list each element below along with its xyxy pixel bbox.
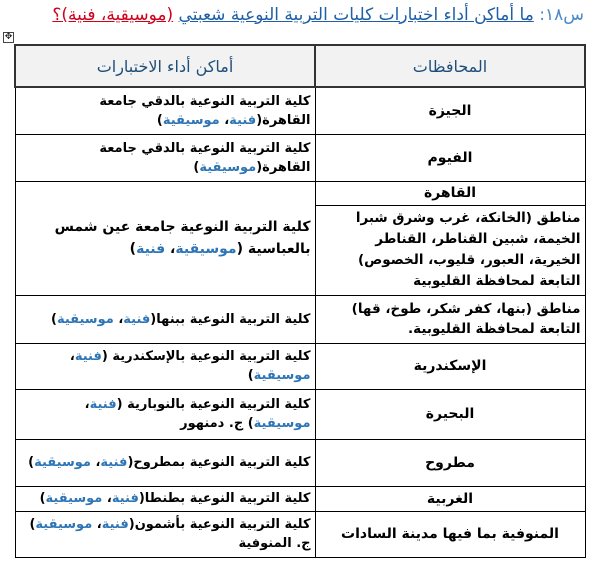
specialty-1: موسيقية: [175, 241, 237, 257]
specialty-1: فنية: [123, 311, 151, 327]
college-name: كلية التربية النوعية بالإسكندرية: [112, 349, 311, 364]
specialty-separator: ،: [92, 517, 102, 532]
table-row: [15, 134, 585, 181]
table-header-row: [15, 45, 585, 87]
specialty-1: فنية: [111, 491, 139, 506]
table-move-handle-icon[interactable]: ✥: [4, 32, 13, 42]
paren-open: (: [150, 311, 157, 327]
governorate-cell: مناطق (الخانكة، غرب وشرق شبرا الخيمة، شبين القناطر، القناطر الخيرية، العبور، قليوب، الخصوص) التابعة لمحافظة القليوبية: [315, 205, 585, 295]
specialty-2: موسيقية: [253, 368, 311, 383]
question-separator: :: [539, 5, 545, 25]
header-governorates: المحافظات: [315, 45, 585, 87]
table-row: [15, 181, 585, 205]
specialty-2: موسيقية: [253, 416, 311, 431]
governorate-cell: مطروح: [315, 439, 585, 486]
place-cell: [15, 389, 315, 439]
specialty-1: فنية: [74, 349, 102, 364]
college-name: كلية التربية النوعية بالنوبارية: [127, 397, 311, 412]
place-cell: [15, 486, 315, 511]
paren-close: ): [129, 241, 137, 257]
college-name: كلية التربية النوعية بالدقي جامعة القاهرة: [99, 93, 311, 128]
specialty-separator: ،: [219, 112, 230, 128]
specialty-separator: ،: [90, 455, 101, 470]
paren-close: ): [156, 112, 163, 128]
table-row: [15, 439, 585, 486]
paren-open: (: [101, 349, 113, 364]
paren-close: ): [28, 455, 35, 470]
specialty-1: فنية: [101, 517, 129, 532]
governorate-cell: الإسكندرية: [315, 343, 585, 389]
place-cell: [15, 343, 315, 389]
paren-close: ): [247, 368, 254, 383]
specialty-2: موسيقية: [162, 112, 220, 128]
governorate-cell: الجيزة: [315, 87, 585, 134]
specialty-2: موسيقية: [35, 517, 93, 532]
specialty-2: موسيقية: [34, 455, 91, 470]
place-cell: [15, 134, 315, 181]
question-text: ما أماكن أداء اختبارات كليات التربية النوعية شعبتي: [178, 5, 534, 25]
governorate-cell: القاهرة: [315, 181, 585, 205]
governorate-cell: البحيرة: [315, 389, 585, 439]
specialty-separator: ،: [165, 241, 176, 257]
paren-close: ) ج. المنوفية: [29, 517, 311, 551]
specialty-1: فنية: [89, 397, 117, 412]
table-row: [15, 486, 585, 511]
place-cell: [15, 181, 315, 295]
question-specialties: (موسيقية، فنية)؟: [52, 5, 174, 25]
specialty-separator: ،: [113, 311, 124, 327]
governorate-cell: الفيوم: [315, 134, 585, 181]
paren-open: (: [138, 491, 145, 506]
college-name: كلية التربية النوعية بالدقي جامعة القاهرة: [99, 140, 311, 175]
header-test-places: أماكن أداء الاختبارات: [15, 45, 315, 87]
college-name: كلية التربية النوعية ببنها: [156, 311, 311, 327]
paren-close: ): [39, 491, 46, 506]
governorate-cell: مناطق (بنها، كفر شكر، طوخ، قها) التابعة لمحافظة القليوبية.: [315, 295, 585, 343]
question-heading: [40, 2, 584, 28]
place-cell: [15, 511, 315, 557]
place-cell: [15, 439, 315, 486]
paren-open: (: [116, 397, 128, 412]
place-cell: [15, 87, 315, 134]
table-row: [15, 87, 585, 134]
specialty-1: فنية: [100, 455, 128, 470]
specialty-2: موسيقية: [45, 491, 103, 506]
question-number: س١٨: [544, 5, 584, 25]
place-cell: [15, 295, 315, 343]
paren-open: (: [127, 455, 134, 470]
college-name: كلية التربية النوعية بطنطا: [144, 491, 311, 506]
college-name: كلية التربية النوعية جامعة عين شمس بالعباسية: [54, 219, 311, 257]
college-name: كلية التربية النوعية بأشمون: [134, 517, 311, 532]
specialty-1: فنية: [229, 112, 257, 128]
specialty-separator: ،: [84, 397, 90, 412]
specialty-separator: ،: [102, 491, 112, 506]
paren-open: (: [236, 241, 248, 257]
specialty-1: موسيقية: [199, 159, 257, 175]
table-row: [15, 295, 585, 343]
table-row: [15, 389, 585, 439]
specialty-2: فنية: [136, 241, 166, 257]
test-locations-table: [14, 44, 586, 558]
college-name: كلية التربية النوعية بمطروح: [133, 455, 311, 470]
specialty-separator: ،: [69, 349, 75, 364]
table-row: [15, 511, 585, 557]
paren-close: ) ج. دمنهور: [180, 416, 254, 431]
paren-open: (: [256, 112, 263, 128]
governorate-cell: المنوفية بما فيها مدينة السادات: [315, 511, 585, 557]
paren-close: ): [51, 311, 57, 327]
paren-close: ): [193, 159, 200, 175]
specialty-2: موسيقية: [56, 311, 114, 327]
table-row: [15, 343, 585, 389]
paren-open: (: [256, 159, 263, 175]
paren-open: (: [128, 517, 135, 532]
governorate-cell: الغربية: [315, 486, 585, 511]
